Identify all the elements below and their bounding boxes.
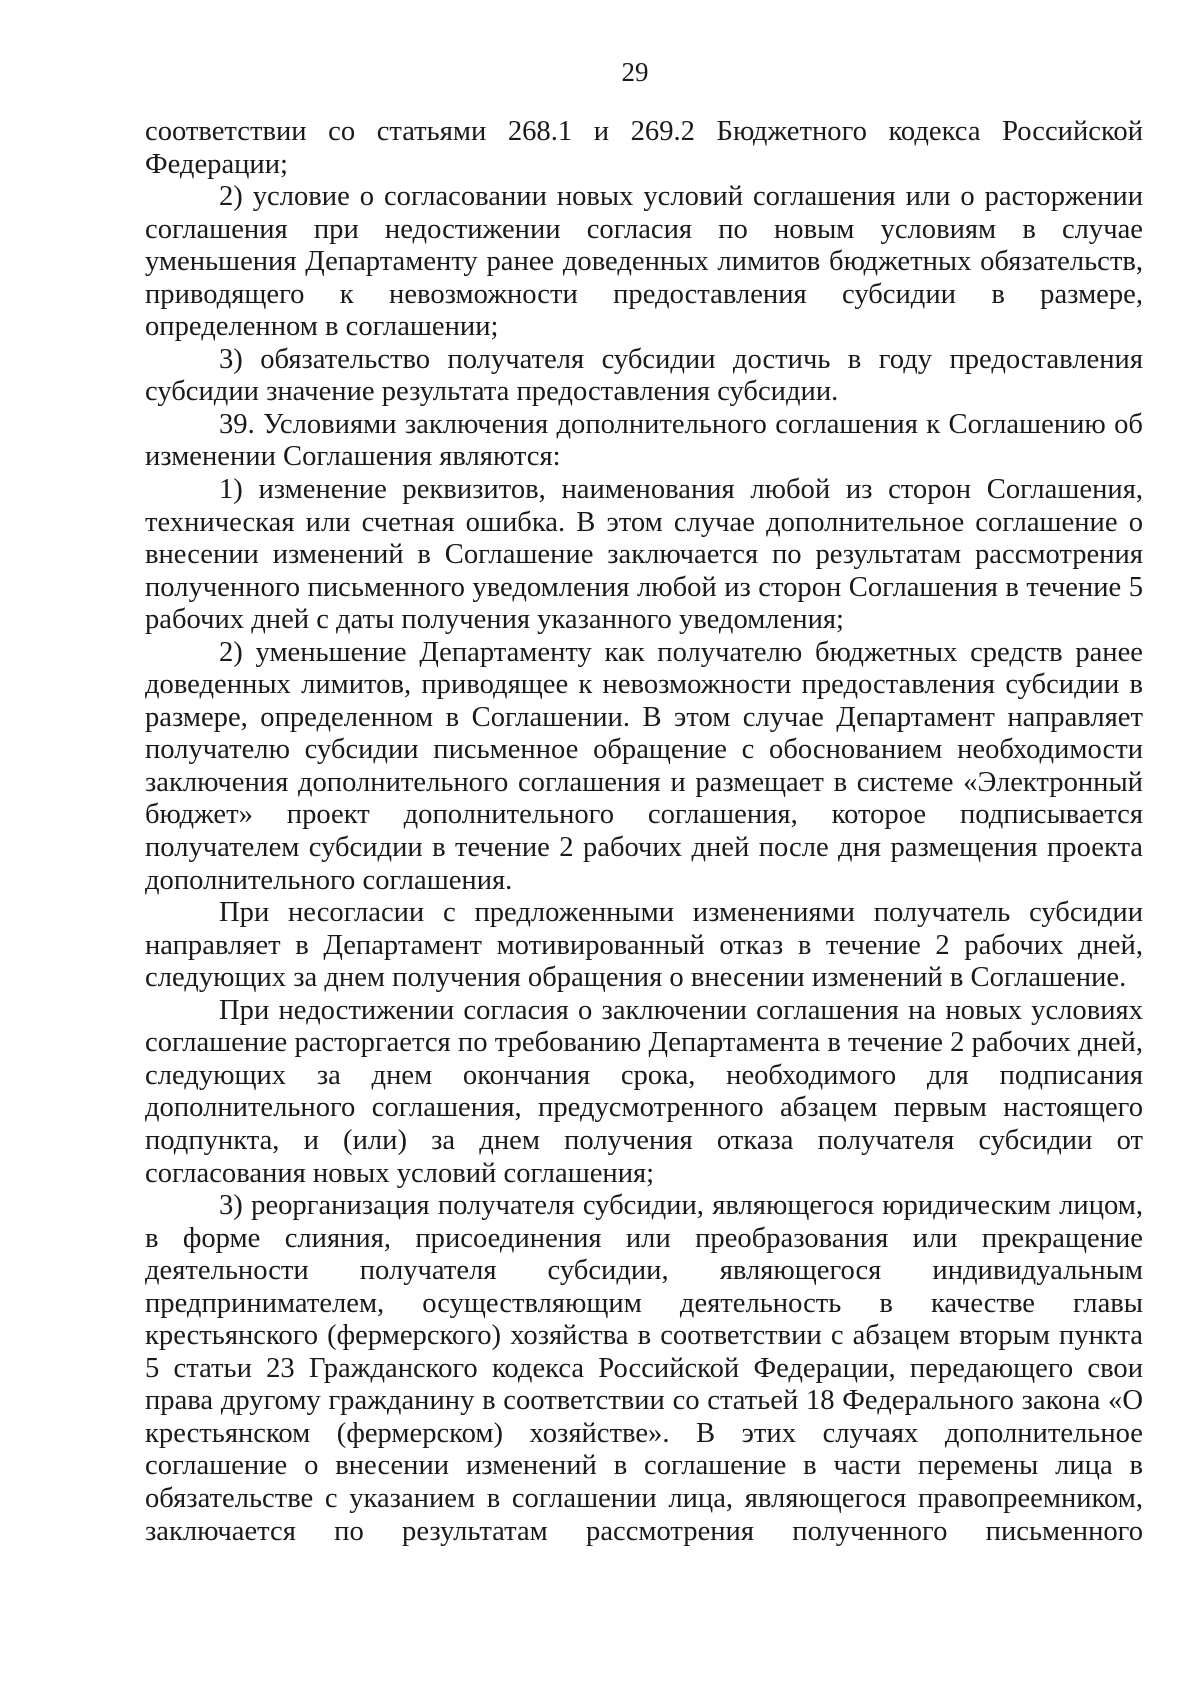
paragraph-item-3-obligation: 3) обязательство получателя субсидии достичь в году предоставления субсидии значение результата предоставления субсидии. xyxy=(145,343,1143,408)
paragraph-continuation: соответствии со статьями 268.1 и 269.2 Бюджетного кодекса Российской Федерации; xyxy=(145,116,1143,180)
paragraph-clause-39-item-3: 3) реорганизация получателя субсидии, являющегося юридическим лицом, в форме слияния, присоединения или преобразования или прекращение деятельности получателя субсидии, являющегося индивидуальным предпринимателем, осуществляющим деятельность в качестве главы крестьянского (фермерского) хозяйства в соответствии с абзацем вторым пункта 5 статьи 23 Гражданского кодекса Российской Федерации, передающего свои права другому гражданину в соответствии со статьей 18 Федерального закона «О крестьянском (фермерском) хозяйстве». В этих случаях дополнительное соглашение о внесении изменений в соглашение в части перемены лица в обязательстве с указанием в соглашении лица, являющегося правопреемником, заключается по результатам рассмотрения полученного письменного xyxy=(145,1190,1143,1547)
paragraph-clause-39-item-2: 2) уменьшение Департаменту как получателю бюджетных средств ранее доведенных лимитов, приводящее к невозможности предоставления субсидии в размере, определенном в Соглашении. В этом случае Департамент направляет получателю субсидии письменное обращение с обоснованием необходимости заключения дополнительного соглашения и размещает в системе «Электронный бюджет» проект дополнительного соглашения, которое подписывается получателем субсидии в течение 2 рабочих дней после дня размещения проекта дополнительного соглашения. xyxy=(145,636,1143,896)
paragraph-item-2-condition: 2) условие о согласовании новых условий соглашения или о расторжении соглашения при недостижении согласия по новым условиям в случае уменьшения Департаменту ранее доведенных лимитов бюджетных обязательств, приводящего к невозможности предоставления субсидии в размере, определенном в соглашении; xyxy=(145,181,1143,343)
paragraph-clause-39: 39. Условиями заключения дополнительного соглашения к Соглашению об изменении Соглашения являются: xyxy=(145,408,1143,473)
paragraph-termination: При недостижении согласия о заключении соглашения на новых условиях соглашение расторгается по требованию Департамента в течение 2 рабочих дней, следующих за днем окончания срока, необходимого для подписания дополнительного соглашения, предусмотренного абзацем первым настоящего подпункта, и (или) за днем получения отказа получателя субсидии от согласования новых условий соглашения; xyxy=(145,994,1143,1189)
paragraph-clause-39-item-1: 1) изменение реквизитов, наименования любой из сторон Соглашения, техническая или счетная ошибка. В этом случае дополнительное соглашение о внесении изменений в Соглашение заключается по результатам рассмотрения полученного письменного уведомления любой из сторон Соглашения в течение 5 рабочих дней с даты получения указанного уведомления; xyxy=(145,474,1143,636)
page-number: 29 xyxy=(621,57,649,87)
document-body xyxy=(145,116,1143,1548)
paragraph-disagreement: При несогласии с предложенными изменениями получатель субсидии направляет в Департамент мотивированный отказ в течение 2 рабочих дней, следующих за днем получения обращения о внесении изменений в Соглашение. xyxy=(145,897,1143,994)
